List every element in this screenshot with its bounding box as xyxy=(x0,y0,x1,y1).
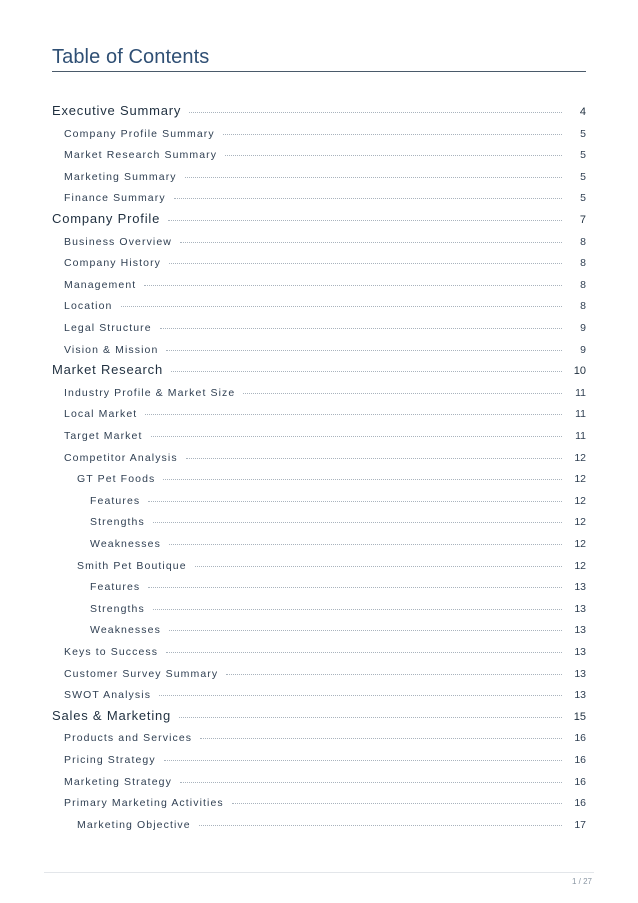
toc-entry[interactable] xyxy=(0,424,638,442)
toc-entry[interactable] xyxy=(0,402,638,420)
dot-leader xyxy=(169,629,562,631)
dot-leader xyxy=(243,392,562,394)
toc-entry-label: Customer Survey Summary xyxy=(64,667,219,680)
toc-entry-page: 12 xyxy=(574,451,586,464)
toc-entry-label: SWOT Analysis xyxy=(64,689,152,702)
toc-entry-label: Marketing Objective xyxy=(77,818,191,831)
dot-leader xyxy=(163,478,562,480)
toc-entry-label: Target Market xyxy=(64,430,143,442)
toc-entry[interactable] xyxy=(0,554,638,572)
toc-entry-page: 8 xyxy=(580,235,586,248)
toc-entry-label: Smith Pet Boutique xyxy=(77,559,187,572)
footer-divider xyxy=(44,872,594,873)
dot-leader xyxy=(226,673,562,675)
toc-entry[interactable] xyxy=(0,208,638,226)
toc-entry[interactable] xyxy=(0,705,638,723)
toc-entry-page: 11 xyxy=(575,430,586,442)
toc-entry-page: 4 xyxy=(579,106,586,118)
toc-entry-label: Company Profile Summary xyxy=(64,127,215,140)
toc-entry-page: 16 xyxy=(574,775,586,788)
dot-leader xyxy=(180,241,562,243)
toc-entry[interactable] xyxy=(0,273,638,291)
toc-entry[interactable] xyxy=(0,100,638,118)
toc-entry[interactable] xyxy=(0,618,638,636)
toc-entry-page: 10 xyxy=(573,365,586,378)
toc-entry[interactable] xyxy=(0,316,638,334)
toc-entry-page: 12 xyxy=(574,559,586,572)
toc-entry-page: 11 xyxy=(575,386,586,399)
toc-entry[interactable] xyxy=(0,467,638,485)
toc-entry[interactable] xyxy=(0,532,638,550)
toc-entry[interactable] xyxy=(0,575,638,593)
toc-entry-label: Company History xyxy=(64,257,162,270)
dot-leader xyxy=(199,824,562,826)
toc-entry-label: Finance Summary xyxy=(64,192,166,205)
dot-leader xyxy=(151,435,563,437)
dot-leader xyxy=(232,802,562,804)
toc-entry-label: Sales & Marketing xyxy=(52,707,172,723)
toc-entry-label: Competitor Analysis xyxy=(64,451,178,464)
dot-leader xyxy=(223,133,562,135)
dot-leader xyxy=(189,111,562,113)
toc-entry[interactable] xyxy=(0,770,638,788)
toc-entry-page: 12 xyxy=(574,516,586,529)
toc-entry-label: Local Market xyxy=(64,408,138,421)
toc-entry-label: Executive Summary xyxy=(52,103,182,118)
toc-entry-label: Keys to Success xyxy=(64,646,159,658)
dot-leader xyxy=(160,327,562,329)
toc-entry-page: 13 xyxy=(574,689,586,702)
toc-entry[interactable] xyxy=(0,122,638,140)
toc-entry-page: 12 xyxy=(574,538,586,550)
toc-entry-label: Legal Structure xyxy=(64,322,152,334)
toc-entry-label: Market Research Summary xyxy=(64,149,218,162)
toc-entry-page: 5 xyxy=(580,127,586,140)
toc-entry[interactable] xyxy=(0,683,638,701)
toc-entry[interactable] xyxy=(0,359,638,377)
toc-entry[interactable] xyxy=(0,381,638,399)
toc-entry-label: Industry Profile & Market Size xyxy=(64,386,236,399)
toc-entry-label: Features xyxy=(90,581,141,594)
toc-entry-label: Primary Marketing Activities xyxy=(64,797,224,810)
toc-entry[interactable] xyxy=(0,597,638,615)
toc-entry-label: Vision & Mission xyxy=(64,343,159,356)
dot-leader xyxy=(225,154,562,156)
dot-leader xyxy=(145,413,562,415)
toc-entry[interactable] xyxy=(0,489,638,507)
dot-leader xyxy=(148,586,562,588)
dot-leader xyxy=(164,759,562,761)
dot-leader xyxy=(166,651,562,653)
dot-leader xyxy=(169,543,562,545)
dot-leader xyxy=(185,176,562,178)
toc-entry-page: 5 xyxy=(580,170,586,183)
page-title: Table of Contents xyxy=(52,46,586,72)
toc-entry-label: Business Overview xyxy=(64,235,172,248)
toc-entry-page: 16 xyxy=(574,732,586,745)
dot-leader xyxy=(153,608,562,610)
toc-entry-label: Management xyxy=(64,278,137,291)
dot-leader xyxy=(168,219,562,221)
toc-entry-label: Market Research xyxy=(52,362,163,378)
toc-entry-page: 9 xyxy=(580,322,586,334)
toc-entry-page: 8 xyxy=(580,278,586,291)
toc-entry[interactable] xyxy=(0,230,638,248)
toc-entry-label: Weaknesses xyxy=(90,624,161,637)
toc-entry[interactable] xyxy=(0,251,638,269)
dot-leader xyxy=(171,370,562,372)
toc-entry-page: 12 xyxy=(574,494,586,507)
toc-entry-page: 16 xyxy=(574,797,586,810)
toc-entry-label: Marketing Strategy xyxy=(64,775,172,788)
toc-entry[interactable] xyxy=(0,640,638,658)
toc-entry[interactable] xyxy=(0,813,638,831)
toc-entry[interactable] xyxy=(0,143,638,161)
dot-leader xyxy=(159,694,562,696)
dot-leader xyxy=(180,781,562,783)
dot-leader xyxy=(121,305,563,307)
toc-entry[interactable] xyxy=(0,662,638,680)
dot-leader xyxy=(166,349,562,351)
toc-entry-label: Marketing Summary xyxy=(64,170,177,183)
toc-entry-label: GT Pet Foods xyxy=(77,473,156,486)
toc-entry-page: 5 xyxy=(580,192,586,205)
toc-entry-page: 16 xyxy=(574,754,586,766)
dot-leader xyxy=(174,197,562,199)
toc-entry[interactable] xyxy=(0,748,638,766)
toc-entry-page: 13 xyxy=(574,624,586,637)
toc-entry-label: Strengths xyxy=(90,516,145,529)
dot-leader xyxy=(169,262,562,264)
toc-entry-page: 15 xyxy=(573,710,586,723)
toc-entry-page: 8 xyxy=(580,257,586,270)
toc-entry[interactable] xyxy=(0,510,638,528)
toc-entry[interactable] xyxy=(0,186,638,204)
dot-leader xyxy=(179,716,562,718)
toc-entry-page: 13 xyxy=(574,646,586,658)
toc-entry-label: Company Profile xyxy=(52,211,161,226)
toc-entry-page: 5 xyxy=(580,149,586,162)
toc-entry-label: Features xyxy=(90,494,141,507)
toc-entry-page: 11 xyxy=(575,408,586,421)
toc-entry-page: 9 xyxy=(580,343,586,356)
toc-entry[interactable] xyxy=(0,726,638,744)
toc-entry[interactable] xyxy=(0,338,638,356)
toc-entry-label: Location xyxy=(64,300,113,313)
toc-entry-page: 13 xyxy=(574,667,586,680)
dot-leader xyxy=(153,521,562,523)
toc-entry-page: 8 xyxy=(580,300,586,313)
toc-entry-label: Weaknesses xyxy=(90,538,161,550)
page-indicator: 1 / 27 xyxy=(571,877,592,886)
dot-leader xyxy=(148,500,562,502)
toc-entry-page: 13 xyxy=(574,602,586,615)
dot-leader xyxy=(200,737,562,739)
toc-entry[interactable] xyxy=(0,294,638,312)
toc-entry-label: Strengths xyxy=(90,602,145,615)
toc-entry-page: 12 xyxy=(574,473,586,486)
dot-leader xyxy=(186,457,562,459)
dot-leader xyxy=(195,565,562,567)
toc-entry-page: 17 xyxy=(574,818,586,831)
toc-entry-page: 7 xyxy=(579,214,586,226)
toc-entry[interactable] xyxy=(0,165,638,183)
toc-entry-label: Pricing Strategy xyxy=(64,754,156,766)
toc-entry[interactable] xyxy=(0,446,638,464)
toc-entry-page: 13 xyxy=(574,581,586,594)
dot-leader xyxy=(144,284,562,286)
toc-entry-label: Products and Services xyxy=(64,732,193,745)
toc-entry[interactable] xyxy=(0,791,638,809)
